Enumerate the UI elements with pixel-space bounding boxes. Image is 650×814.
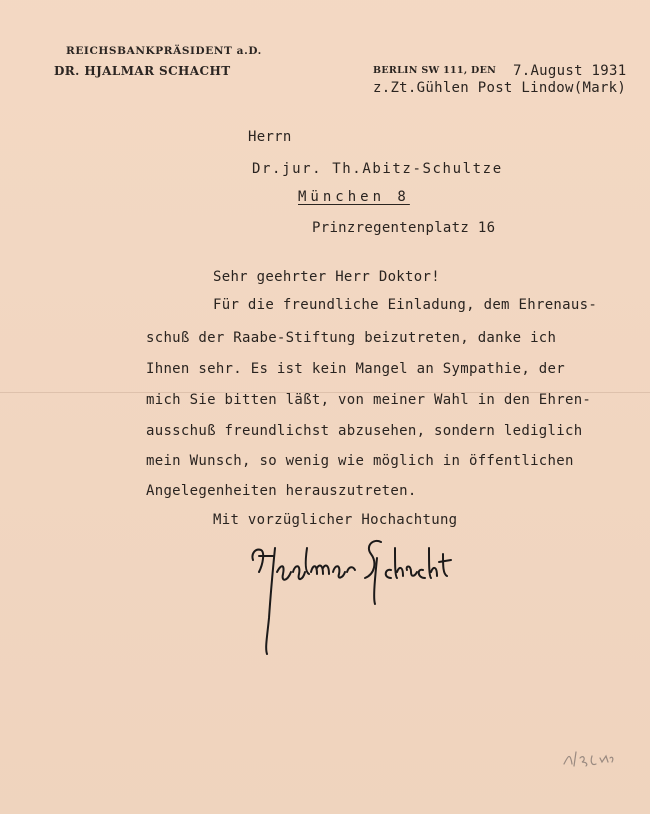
body-line: ausschuß freundlichst abzusehen, sondern lediglich: [146, 423, 583, 439]
body-line: mich Sie bitten läßt, von meiner Wahl in den Ehren-: [146, 392, 592, 408]
pencil-note: [560, 744, 620, 774]
handwritten-signature: [245, 528, 465, 658]
body-line: Für die freundliche Einladung, dem Ehrenaus-: [213, 297, 598, 313]
letterhead-name: DR. HJALMAR SCHACHT: [54, 64, 231, 78]
body-line: mein Wunsch, so wenig wie möglich in öffentlichen: [146, 453, 574, 469]
letterhead-title: REICHSBANKPRÄSIDENT a.D.: [66, 45, 262, 57]
recipient-city: München 8: [298, 189, 410, 205]
closing: Mit vorzüglicher Hochachtung: [213, 512, 458, 528]
body-line: Angelegenheiten herauszutreten.: [146, 483, 417, 499]
place-line: z.Zt.Gühlen Post Lindow(Mark): [373, 80, 627, 96]
body-line: schuß der Raabe-Stiftung beizutreten, danke ich: [146, 330, 557, 346]
greeting: Sehr geehrter Herr Doktor!: [213, 269, 440, 285]
place-label: BERLIN SW 111, DEN: [373, 65, 497, 76]
letter-date: 7.August 1931: [513, 63, 627, 79]
recipient-salutation: Herrn: [248, 129, 292, 145]
recipient-name: Dr.jur. Th.Abitz-Schultze: [252, 161, 503, 177]
body-line: Ihnen sehr. Es ist kein Mangel an Sympathie, der: [146, 361, 565, 377]
recipient-street: Prinzregentenplatz 16: [312, 220, 496, 236]
